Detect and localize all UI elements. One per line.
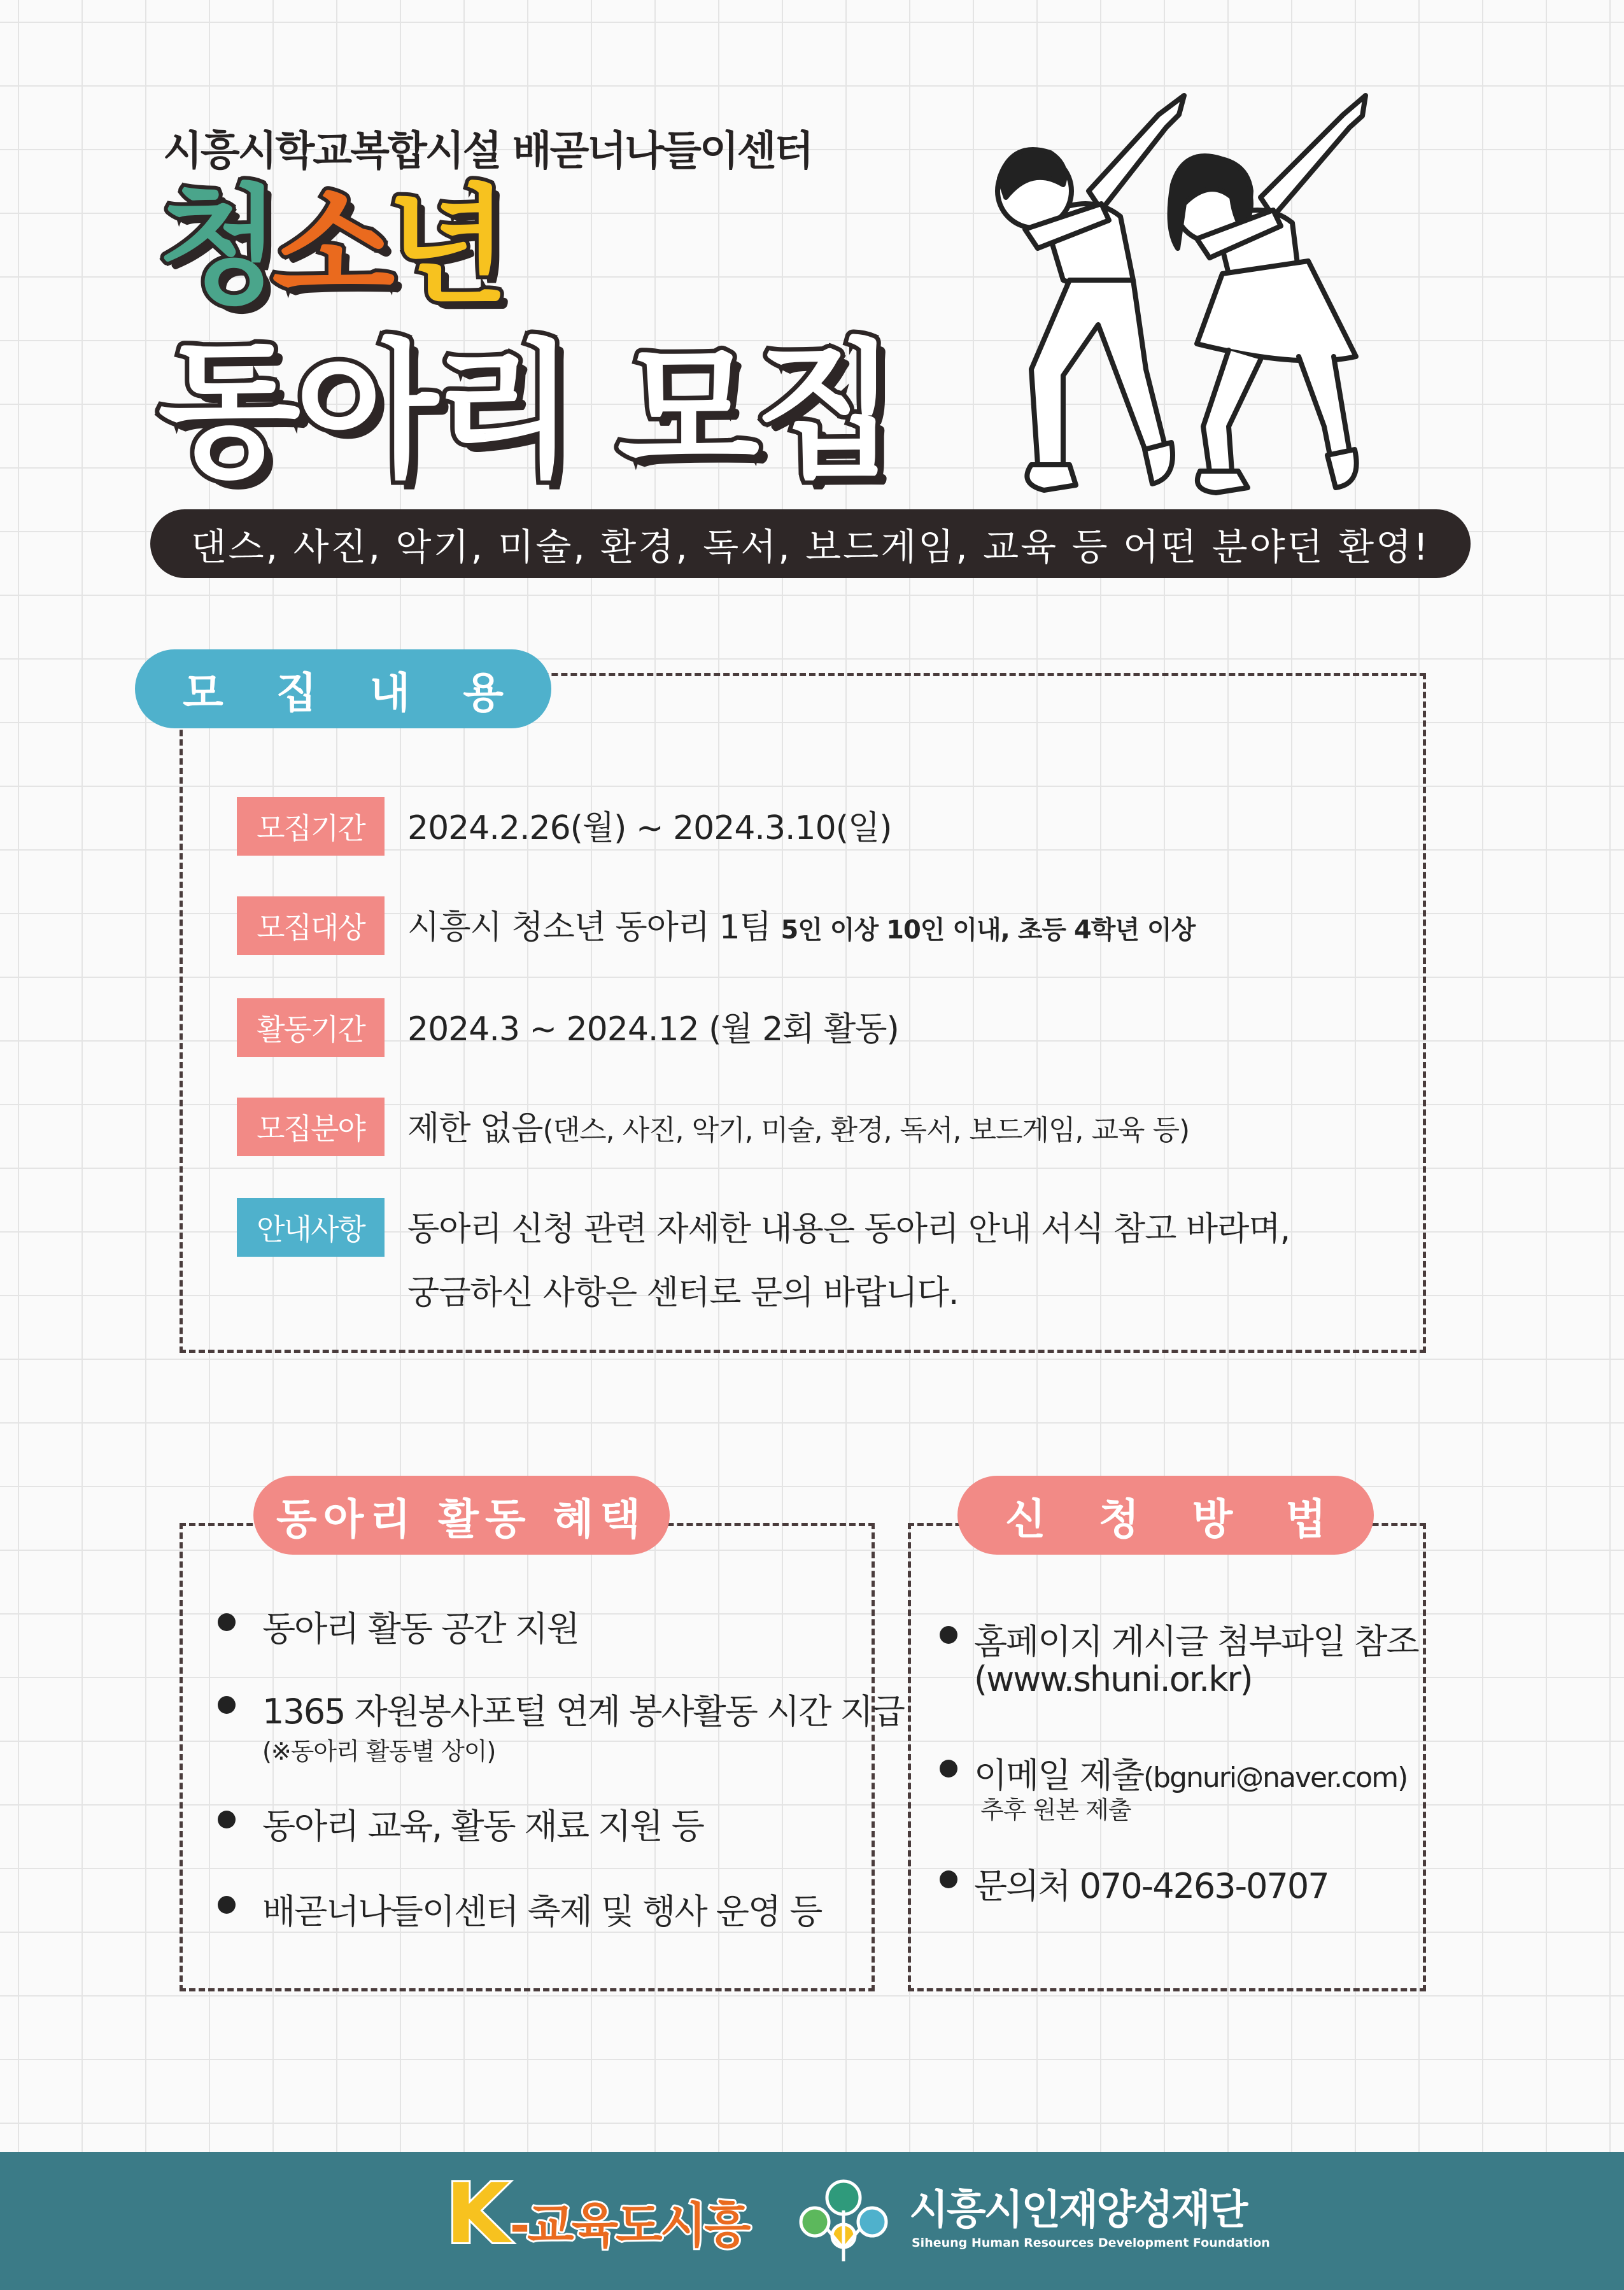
benefit-text: 동아리 교육, 활동 재료 지원 등: [262, 1806, 703, 1846]
girl-shoe-left: [1197, 471, 1248, 493]
value-target: [407, 900, 1195, 948]
label-period: 모집기간: [237, 797, 385, 856]
dancing-kids-illustration: [942, 70, 1401, 516]
apply-item: [974, 1615, 1418, 1664]
title-char-2: 소: [272, 173, 386, 321]
organizer-name: 시흥시학교복합시설 배곧너나들이센터: [163, 128, 812, 175]
fields-banner: 댄스, 사진, 악기, 미술, 환경, 독서, 보드게임, 교육 등 어떤 분야던 환영!: [150, 509, 1471, 578]
girl-shoe-right: [1327, 449, 1357, 488]
benefit-item: [262, 1685, 904, 1734]
apply-email[interactable]: (bgnuri@naver.com): [1143, 1762, 1408, 1794]
recruit-details-title: 모 집 내 용: [135, 649, 551, 728]
bullet-icon: [218, 1613, 236, 1631]
benefit-subnote: (※동아리 활동별 상이): [262, 1737, 496, 1765]
value-notice-line1: 동아리 신청 관련 자세한 내용은 동아리 안내 서식 참고 바라며,: [407, 1210, 1290, 1248]
logo-text: -교육도시흥: [509, 2197, 749, 2254]
boy-legs: [1031, 280, 1165, 465]
boy-shoe-left: [1027, 465, 1076, 490]
label-activity-period: 활동기간: [237, 998, 385, 1057]
value-fields: [407, 1101, 1189, 1149]
value-fields-text: 제한 없음: [407, 1110, 543, 1148]
benefits-title: 동아리 활동 혜택: [253, 1476, 670, 1555]
apply-item: [974, 1859, 1329, 1908]
value-notice-line2: 궁금하신 사항은 센터로 문의 바랍니다.: [407, 1274, 959, 1312]
label-notice: 안내사항: [237, 1198, 385, 1257]
bullet-icon: [218, 1696, 236, 1714]
foundation-name-ko: 시흥시인재양성재단: [909, 2187, 1246, 2234]
bullet-icon: [218, 1896, 236, 1914]
logo-k: K: [446, 2165, 510, 2262]
apply-homepage-url[interactable]: (www.shuni.or.kr): [974, 1659, 1252, 1699]
girl-arm: [1260, 95, 1366, 216]
girl-skirt: [1197, 261, 1356, 361]
foundation-tree-icon: [789, 2172, 898, 2268]
bullet-icon: [940, 1870, 957, 1888]
title-char-3: 년: [386, 173, 500, 321]
boy-shoe-right: [1145, 442, 1173, 484]
value-period: 2024.2.26(월) ~ 2024.3.10(일): [407, 809, 892, 847]
apply-text: 이메일 제출: [974, 1755, 1143, 1795]
value-target-note: 5인 이상 10인 이내, 초등 4학년 이상: [780, 915, 1196, 945]
apply-subnote: 추후 원본 제출: [980, 1796, 1131, 1824]
value-activity-period: 2024.3 ~ 2024.12 (월 2회 활동): [407, 1010, 899, 1049]
label-target: 모집대상: [237, 896, 385, 955]
benefit-text: 동아리 활동 공간 지원: [262, 1609, 579, 1649]
bullet-icon: [218, 1811, 236, 1828]
title-char-1: 청: [158, 173, 272, 321]
benefit-text: 1365 자원봉사포털 연계 봉사활동 시간 지급: [262, 1692, 904, 1732]
bullet-icon: [940, 1760, 957, 1778]
value-fields-note: (댄스, 사진, 악기, 미술, 환경, 독서, 보드게임, 교육 등): [542, 1114, 1190, 1147]
benefit-item: [262, 1799, 703, 1848]
apply-text: 홈페이지 게시글 첨부파일 참조: [974, 1622, 1418, 1662]
apply-contact: 문의처 070-4263-0707: [974, 1866, 1329, 1906]
bullet-icon: [940, 1626, 957, 1644]
benefit-item: [262, 1602, 579, 1651]
benefit-item: [262, 1884, 821, 1933]
label-fields: 모집분야: [237, 1098, 385, 1156]
apply-title: 신 청 방 법: [957, 1476, 1374, 1555]
value-target-text: 시흥시 청소년 동아리 1팀: [407, 908, 771, 947]
foundation-name-en: Siheung Human Resources Development Foundation: [912, 2236, 1270, 2250]
benefit-text: 배곧너나들이센터 축제 및 행사 운영 등: [262, 1891, 822, 1932]
title-club-recruit: 동아리 모집: [158, 325, 893, 497]
title-youth: [158, 173, 500, 321]
k-education-logo: [446, 2165, 749, 2262]
